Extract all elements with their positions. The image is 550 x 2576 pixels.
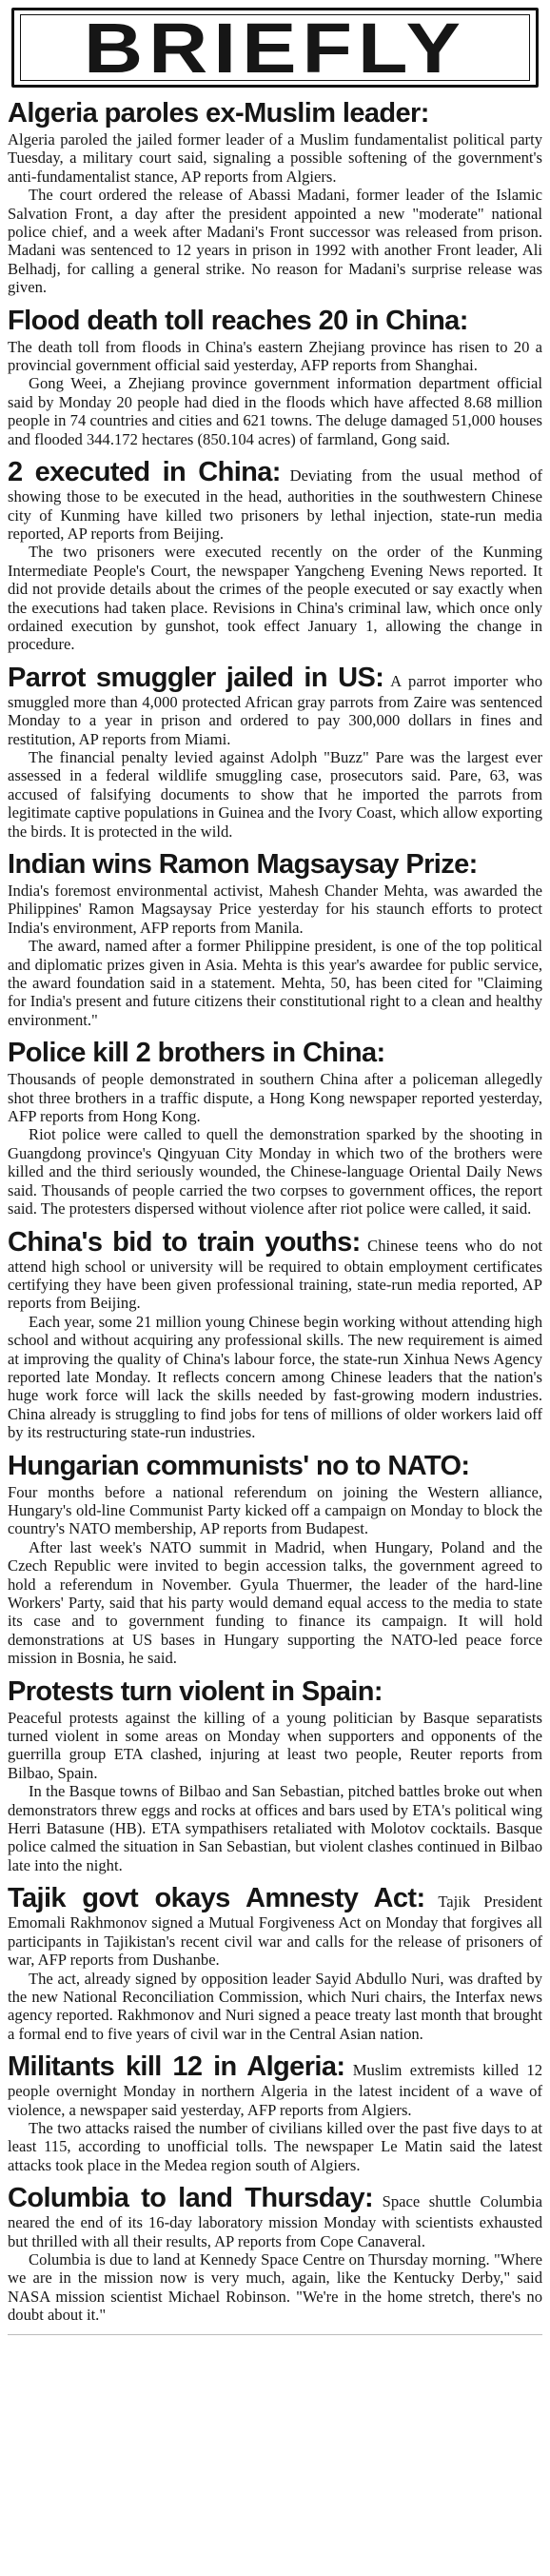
news-brief <box>8 307 542 448</box>
brief-paragraph <box>8 1125 542 1218</box>
brief-text: Muslim extremists killed 12 people overnight Monday in northern Algeria in the latest incident of a wave of violence, a newspaper said yesterday, AFP reports from Algiers. <box>8 2061 542 2119</box>
news-brief <box>8 1677 542 1875</box>
brief-lead-paragraph <box>8 2052 542 2119</box>
bottom-rule <box>8 2334 542 2335</box>
brief-headline: Flood death toll reaches 20 in China: <box>8 305 468 336</box>
stories-column <box>8 99 542 2325</box>
brief-lead-paragraph <box>8 99 542 186</box>
brief-lead-paragraph <box>8 458 542 543</box>
brief-lead-paragraph <box>8 1677 542 1783</box>
brief-paragraph <box>8 1782 542 1874</box>
brief-text: Each year, some 21 million young Chinese begin working without attending high school and without acquiring any professional skills. The new requirement is aimed at improving the quality of China's labour force, the state-run Xinhua News Agency reported late Monday. It reflects concern among Chinese leaders that the nation's huge work force will lack the skills needed by fast-growing modern industries. China already is struggling to find jobs for tens of millions of older workers laid off by its restructuring state-run industries. <box>8 1312 542 1442</box>
brief-text: Peaceful protests against the killing of a young politician by Basque separatists turned violent in some areas on Monday when supporters and opponents of the guerrilla group ETA clashed, injuring at least two people, Reuter reports from Bilbao, Spain. <box>8 1708 542 1782</box>
masthead-box <box>11 8 539 88</box>
brief-headline: Protests turn violent in Spain: <box>8 1675 383 1707</box>
brief-lead-paragraph <box>8 2184 542 2250</box>
brief-paragraph <box>8 543 542 653</box>
brief-text: Gong Weei, a Zhejiang province government information department official said by Monday 20 people had died in the floods which have affected 8.68 million people in 74 countries and cities and 621 towns. The deluge damaged 51,000 houses and flooded 344.172 hectares (850.104 acres) of farmland, Gong said. <box>8 374 542 448</box>
brief-lead-paragraph <box>8 664 542 748</box>
brief-headline: China's bid to train youths: <box>8 1226 361 1258</box>
brief-text: The financial penalty levied against Adolph "Buzz" Pare was the largest ever assessed in a federal wildlife smuggling case, prosecutors said. Pare, 63, was accused of falsifying documents to show that he imported the parrots from legitimate captive populations in Guinea and the Ivory Coast, which allow exporting the birds. It is protected in the wild. <box>8 747 542 841</box>
brief-headline: Militants kill 12 in Algeria: <box>8 2051 345 2083</box>
news-brief <box>8 1039 542 1218</box>
brief-text: The two prisoners were executed recently on the order of the Kunming Intermediate People's Court, the newspaper Yangcheng Evening News reported. It did not provide details about the crimes of the people executed or say exactly when the executions had taken place. Revisions in China's criminal law, which once only ordained execution by gunshot, took effect January 1, allowing the change in procedure. <box>8 543 542 654</box>
brief-lead-paragraph <box>8 1228 542 1313</box>
news-brief <box>8 1452 542 1668</box>
brief-lead-paragraph <box>8 307 542 375</box>
brief-paragraph <box>8 2250 542 2325</box>
brief-paragraph <box>8 748 542 841</box>
brief-headline: Algeria paroles ex-Muslim leader: <box>8 98 429 129</box>
brief-text: Tajik President Emomali Rakhmonov signed a Mutual Forgiveness Act on Monday that forgives all participants in Tajikistan's recent civil war and calls for the release of prisoners of war, AFP reports from Dushanbe. <box>8 1892 542 1970</box>
brief-text: Space shuttle Columbia neared the end of its 16-day laboratory mission Monday with scientists exhausted but thrilled with all their results, AP reports from Cope Canaveral. <box>8 2192 542 2250</box>
news-brief <box>8 99 542 297</box>
news-brief <box>8 2184 542 2324</box>
brief-text: Columbia is due to land at Kennedy Space Centre on Thursday morning. "Where we are in the mission now is very much, again, like the Kentucky Derby," said NASA mission scientist Michael Robinson. "We're in the home stretch, there's no doubt about it." <box>8 2249 542 2325</box>
brief-text: Chinese teens who do not attend high school or university will be required to obtain employment certificates certifying they have been given professional training, state-run media reported, AP reports from Beijing. <box>8 1236 542 1313</box>
brief-headline: Police kill 2 brothers in China: <box>8 1038 385 1069</box>
brief-headline: Tajik govt okays Amnesty Act: <box>8 1883 425 1914</box>
masthead-title: BRIEFLY <box>84 9 466 89</box>
brief-text: The court ordered the release of Abassi Madani, former leader of the Islamic Salvation Front, a day after the president appointed a new "moderate" national police chief, and a week after Madani's Front successor was released from prison. Madani was sentenced to 12 years in prison in 1992 with another Front leader, Ali Belhadj, for calling a general strike. No reason for Madani's surprise release was given. <box>8 186 542 297</box>
brief-lead-paragraph <box>8 850 542 937</box>
brief-text: The act, already signed by opposition leader Sayid Abdullo Nuri, was drafted by the new National Reconciliation Commission, which Nuri chairs, the Interfax news agency reported. Rakhmonov and Nuri signed a peace treaty last month that brought a formal end to five years of civil war in the Central Asian nation. <box>8 1969 542 2043</box>
brief-lead-paragraph <box>8 1039 542 1125</box>
brief-paragraph <box>8 2119 542 2174</box>
brief-paragraph <box>8 374 542 448</box>
news-brief <box>8 850 542 1029</box>
brief-headline: 2 executed in China: <box>8 457 281 488</box>
brief-headline: Hungarian communists' no to NATO: <box>8 1450 470 1481</box>
brief-paragraph <box>8 186 542 296</box>
brief-paragraph <box>8 1970 542 2044</box>
brief-paragraph <box>8 1313 542 1442</box>
brief-headline: Indian wins Ramon Magsaysay Prize: <box>8 849 478 880</box>
brief-text: The two attacks raised the number of civilians killed over the past five days to at least 115, according to unofficial tolls. The newspaper Le Matin said the latest attacks took place in the Medea region south of Algiers. <box>8 2118 542 2174</box>
brief-paragraph <box>8 937 542 1029</box>
brief-text: The death toll from floods in China's eastern Zhejiang province has risen to 20 a provincial government official said yesterday, AFP reports from Shanghai. <box>8 337 542 375</box>
brief-text: In the Basque towns of Bilbao and San Sebastian, pitched battles broke out when demonstrators threw eggs and rocks at offices and bars used by ETA's political wing Herri Batasune (HB). ETA sympathisers retaliated with Molotov cocktails. Basque police calmed the situation in San Sebastian, but violent clashes continued in Bilbao late into the night. <box>8 1782 542 1874</box>
brief-text: A parrot importer who smuggled more than 4,000 protected African gray parrots from Zaire was sentenced Monday to a year in prison and ordered to pay 300,000 dollars in fines and restitution, AP reports from Miami. <box>8 671 542 748</box>
brief-text: Thousands of people demonstrated in southern China after a policeman allegedly shot three brothers in a traffic dispute, a Hong Kong newspaper reported yesterday, AFP reports from Hong Kong. <box>8 1070 542 1126</box>
news-brief <box>8 2052 542 2174</box>
news-brief <box>8 1884 542 2043</box>
brief-lead-paragraph <box>8 1452 542 1538</box>
brief-text: Riot police were called to quell the demonstration sparked by the shooting in Guangdong province's Qingyuan City Monday in which two of the brothers were killed and the third seriously wounded, the Chinese-language Oriental Daily News said. Thousands of people carried the two corpses to government offices, the report said. The protesters dispersed without violence after riot police were called, it said. <box>8 1125 542 1219</box>
brief-text: The award, named after a former Philippine president, is one of the top political and diplomatic prizes given in Asia. Mehta is this year's awardee for public service, the award foundation said in a statement. Mehta, 50, has been cited for "Claiming for India's present and future citizens their constitutional right to a clean and healthy environment." <box>8 937 542 1029</box>
brief-lead-paragraph <box>8 1884 542 1969</box>
brief-text: Algeria paroled the jailed former leader of a Muslim fundamentalist political party Tuesday, a military court said, signaling a possible softening of the government's anti-fundamentalist stance, AP reports from Algiers. <box>8 130 542 186</box>
brief-text: Four months before a national referendum on joining the Western alliance, Hungary's old-line Communist Party kicked off a campaign on Monday to block the country's NATO membership, AP reports from Budapest. <box>8 1482 542 1538</box>
brief-text: After last week's NATO summit in Madrid, when Hungary, Poland and the Czech Republic were invited to begin accession talks, the government agreed to hold a referendum in November. Gyula Thuermer, the leader of the hard-line Workers' Party, said that his party would demand equal access to the media to state its case and to government funding to finance its campaign. It will hold demonstrations at US bases in Hungary supporting the NATO-led peace force mission in Bosnia, he said. <box>8 1537 542 1668</box>
news-brief <box>8 1228 542 1442</box>
brief-text: India's foremost environmental activist, Mahesh Chander Mehta, was awarded the Philippines' Ramon Magsaysay Price yesterday for his staunch efforts to protect India's environment, AFP reports from Manila. <box>8 882 542 937</box>
brief-headline: Columbia to land Thursday: <box>8 2183 374 2214</box>
brief-headline: Parrot smuggler jailed in US: <box>8 662 384 693</box>
news-brief <box>8 664 542 841</box>
brief-paragraph <box>8 1538 542 1668</box>
news-brief <box>8 458 542 654</box>
brief-text: Deviating from the usual method of showing those to be executed in the head, authorities in the southwestern Chinese city of Kunming have killed two prisoners by lethal injection, state-run media reported, AP reports from Beijing. <box>8 466 543 543</box>
